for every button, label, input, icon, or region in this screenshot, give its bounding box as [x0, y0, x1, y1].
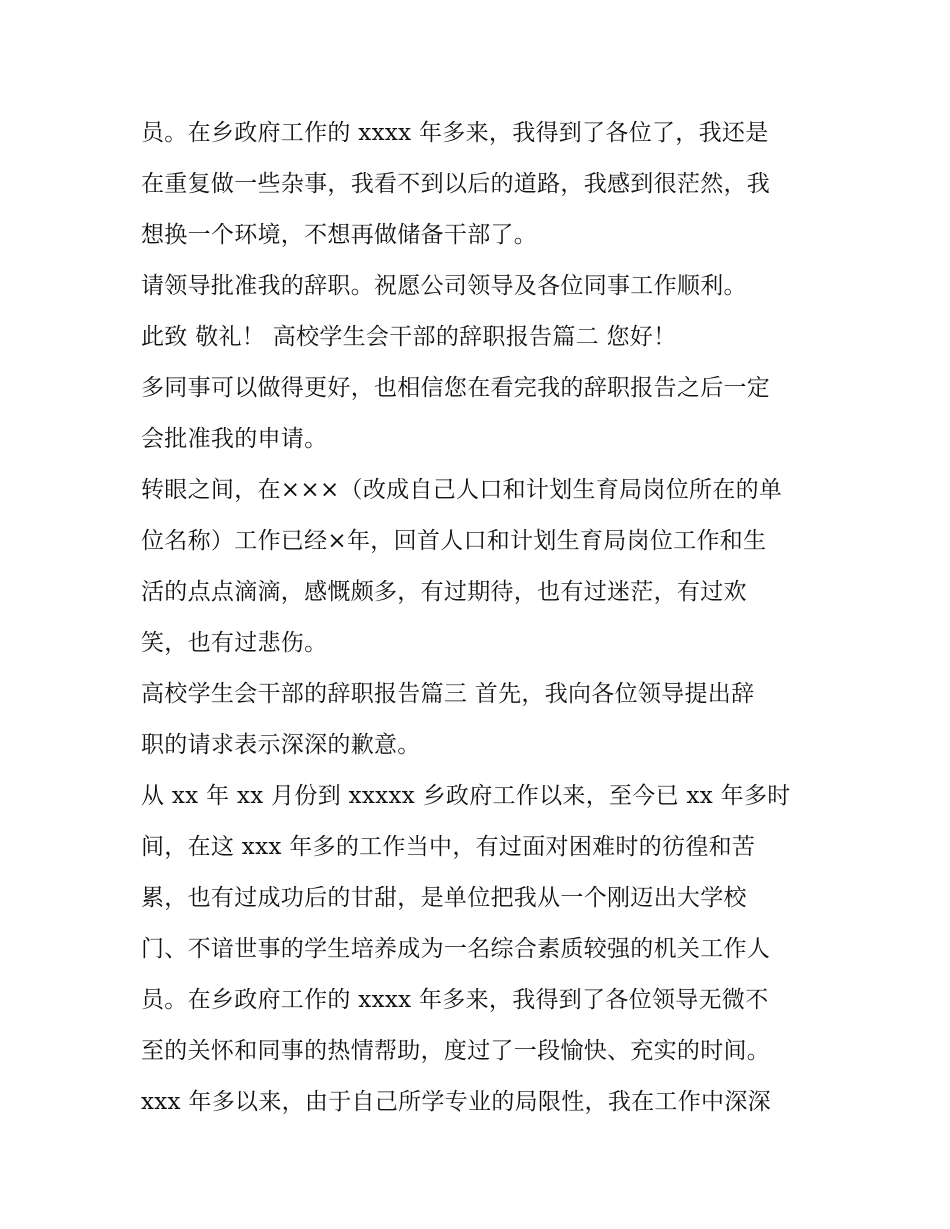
text-line: 转眼之间，在×××（改成自己人口和计划生育局岗位所在的单 [141, 477, 783, 503]
text-line: 想换一个环境，不想再做储备干部了。 [141, 222, 538, 248]
text-line: 此致 敬礼！ 高校学生会干部的辞职报告篇二 您好！ [141, 324, 677, 350]
document-body [141, 108, 821, 1128]
text-line: 员。在乡政府工作的 xxxx 年多来，我得到了各位领导无微不 [141, 987, 769, 1013]
text-line: 请领导批准我的辞职。祝愿公司领导及各位同事工作顺利。 [141, 273, 747, 299]
text-line: 多同事可以做得更好，也相信您在看完我的辞职报告之后一定 [141, 375, 771, 401]
text-line: 位名称）工作已经×年，回首人口和计划生育局岗位工作和生 [141, 528, 767, 554]
text-line: 会批准我的申请。 [141, 426, 328, 452]
text-line: 活的点点滴滴，感慨颇多，有过期待，也有过迷茫，有过欢 [141, 579, 747, 605]
text-line: 门、不谙世事的学生培养成为一名综合素质较强的机关工作人 [141, 936, 771, 962]
text-line: 间，在这 xxx 年多的工作当中，有过面对困难时的彷徨和苦 [141, 834, 756, 860]
text-line: 累，也有过成功后的甘甜，是单位把我从一个刚迈出大学校 [141, 885, 747, 911]
text-line: 从 xx 年 xx 月份到 xxxxx 乡政府工作以来，至今已 xx 年多时 [141, 783, 791, 809]
text-line: 在重复做一些杂事，我看不到以后的道路，我感到很茫然，我 [141, 171, 771, 197]
text-line: 高校学生会干部的辞职报告篇三 首先，我向各位领导提出辞 [141, 681, 755, 707]
text-line: 职的请求表示深深的歉意。 [141, 732, 421, 758]
text-line: xxx 年多以来，由于自己所学专业的局限性，我在工作中深深 [141, 1089, 771, 1115]
text-line: 笑，也有过悲伤。 [141, 630, 328, 656]
text-line: 员。在乡政府工作的 xxxx 年多来，我得到了各位了，我还是 [141, 120, 769, 146]
text-line: 至的关怀和同事的热情帮助，度过了一段愉快、充实的时间。 [141, 1038, 771, 1064]
